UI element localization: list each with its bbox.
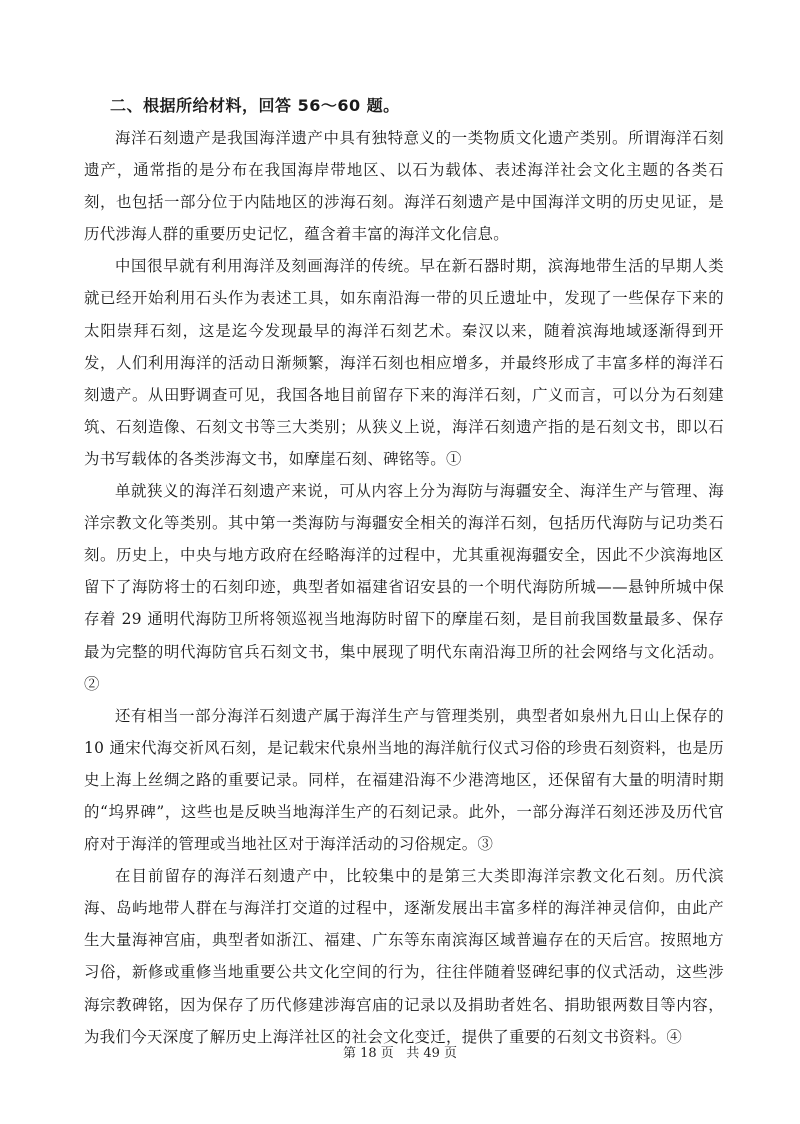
- page-footer: 第 18 页 共 49 页: [342, 1046, 457, 1061]
- paragraph-3: 单就狭义的海洋石刻遗产来说，可从内容上分为海防与海疆安全、海洋生产与管理、海洋宗教文化等类别。其中第一类海防与海疆安全相关的海洋石刻，包括历代海防与记功类石刻。历史上，中央与地方政府在经略海洋的过程中，尤其重视海疆安全，因此不少滨海地区留下了海防将士的石刻印迹，典型者如福建省诏安县的一个明代海防所城——悬钟所城中保存着 29 通明代海防卫所将领巡视当地海防时留下的摩崖石刻，是目前我国数量最多、保存最为完整的明代海防官兵石刻文书，集中展现了明代东南沿海卫所的社会网络与文化活动。②: [84, 482, 724, 693]
- paragraph-1: 海洋石刻遗产是我国海洋遗产中具有独特意义的一类物质文化遗产类别。所谓海洋石刻遗产，通常指的是分布在我国海岸带地区、以石为载体、表述海洋社会文化主题的各类石刻，也包括一部分位于内陆地区的涉海石刻。海洋石刻遗产是中国海洋文明的历史见证，是历代涉海人群的重要历史记忆，蕴含着丰富的海洋文化信息。: [84, 129, 724, 244]
- document-body: [84, 90, 724, 1053]
- section-heading: 二、根据所给材料，回答 56～60 题。: [110, 96, 400, 115]
- paragraph-5: 在目前留存的海洋石刻遗产中，比较集中的是第三大类即海洋宗教文化石刻。历代滨海、岛屿地带人群在与海洋打交道的过程中，逐渐发展出丰富多样的海洋神灵信仰，由此产生大量海神宫庙，典型者如浙江、福建、广东等东南滨海区域普遍存在的天后宫。按照地方习俗，新修或重修当地重要公共文化空间的行为，往往伴随着竖碑纪事的仪式活动，这些涉海宗教碑铭，因为保存了历代修建涉海宫庙的记录以及捐助者姓名、捐助银两数目等内容，为我们今天深度了解历史上海洋社区的社会文化变迁，提供了重要的石刻文书资料。④: [84, 867, 724, 1046]
- paragraph-2: 中国很早就有利用海洋及刻画海洋的传统。早在新石器时期，滨海地带生活的早期人类就已经开始利用石头作为表述工具，如东南沿海一带的贝丘遗址中，发现了一些保存下来的太阳崇拜石刻，这是迄今发现最早的海洋石刻艺术。秦汉以来，随着滨海地域逐渐得到开发，人们利用海洋的活动日渐频繁，海洋石刻也相应增多，并最终形成了丰富多样的海洋石刻遗产。从田野调查可见，我国各地目前留存下来的海洋石刻，广义而言，可以分为石刻建筑、石刻造像、石刻文书等三大类别；从狭义上说，海洋石刻遗产指的是石刻文书，即以石为书写载体的各类涉海文书，如摩崖石刻、碑铭等。①: [84, 257, 724, 468]
- paragraph-4: 还有相当一部分海洋石刻遗产属于海洋生产与管理类别，典型者如泉州九日山上保存的 10 通宋代海交祈风石刻，是记载宋代泉州当地的海洋航行仪式习俗的珍贵石刻资料，也是历史上海上丝绸之路的重要记录。同样，在福建沿海不少港湾地区，还保留有大量的明清时期的“坞界碑”，这些也是反映当地海洋生产的石刻记录。此外，一部分海洋石刻还涉及历代官府对于海洋的管理或当地社区对于海洋活动的习俗规定。③: [84, 706, 724, 854]
